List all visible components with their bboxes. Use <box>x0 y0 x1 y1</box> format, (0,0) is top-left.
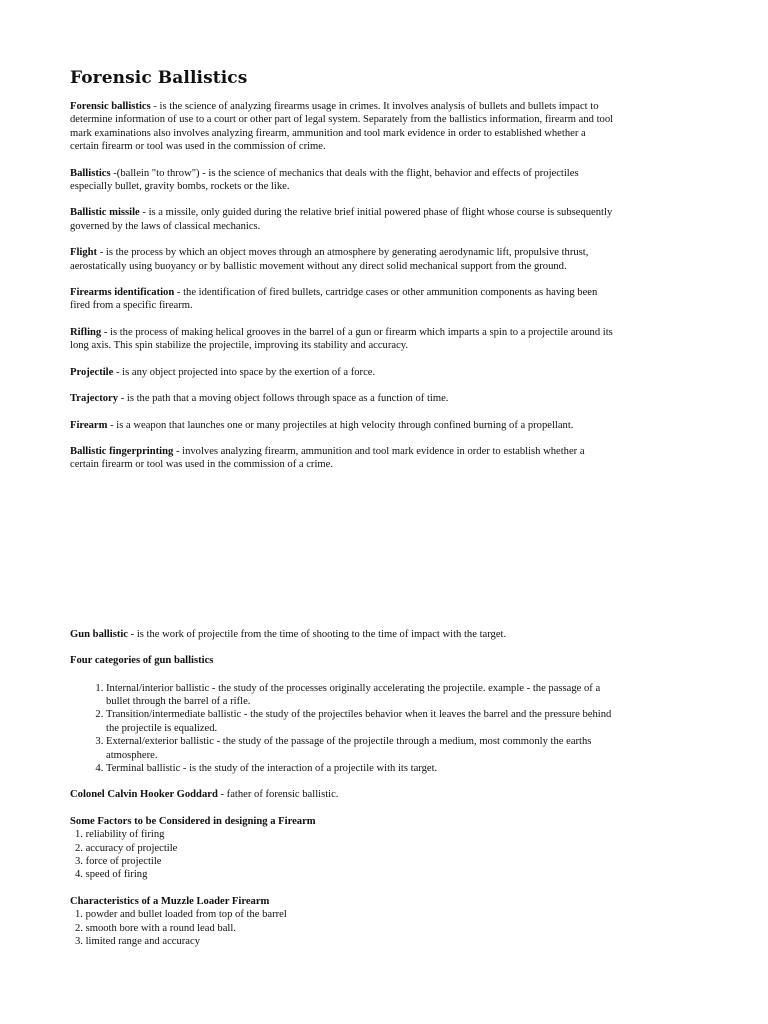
list-item: 3. force of projectile <box>75 856 162 867</box>
definition-forensic-ballistics <box>70 100 615 154</box>
definition-text: - father of forensic ballistic. <box>217 789 339 801</box>
definition-text: - is the work of projectile from the time of shooting to the time of impact with the target. <box>128 628 507 640</box>
list-item: 1. reliability of firing <box>75 829 165 841</box>
list-item: 2. accuracy of projectile <box>75 842 178 854</box>
list-item: 3. External/exterior ballistic - the study of the passage of the projectile through a medium, most commonly the earths atmosphere. <box>106 735 615 762</box>
definition-text: - is the process by which an object moves through an atmosphere by generating aerodynamic lift, propulsive thrust, aerostatically using buoyancy or by ballistic movement without any direct solid mechanical support from the ground. <box>70 247 589 272</box>
definition-projectile <box>70 366 615 379</box>
page-title: Forensic Ballistics <box>70 68 248 88</box>
definition-flight <box>70 246 615 273</box>
definition-text: involves analyzing firearm, ammunition and tool mark evidence in order to establish whether a certain firearm or tool was used in the commission of a crime. <box>70 445 585 471</box>
definition-text: - is a missile, only guided during the relative brief initial powered phase of flight whose course is subsequently governed by the laws of classical mechanics. <box>70 207 613 232</box>
definition-text: - the identification of fired bullets, cartridge cases or other ammunition components as having been fired from a specific firearm. <box>70 287 598 312</box>
definition-text: -(ballein "to throw") - is the science of mechanics that deals with the flight, behavior and effects of projectiles especially bullet, gravity bombs, rockets or the like. <box>70 167 579 193</box>
muzzle-loader-section <box>70 895 615 949</box>
categories-list <box>70 682 615 776</box>
term: Gun ballistic <box>70 628 128 640</box>
definition-ballistics <box>70 167 615 194</box>
muzzle-heading: Characteristics of a Muzzle Loader Firearm <box>70 895 270 907</box>
term: Rifling <box>70 326 102 338</box>
list-item: 3. limited range and accuracy <box>75 936 201 948</box>
term: Firearm <box>70 419 108 431</box>
factors-heading: Some Factors to be Considered in designing a Firearm <box>70 815 316 827</box>
categories-heading: Four categories of gun ballistics <box>70 655 214 667</box>
definition-firearm <box>70 419 615 432</box>
document-page <box>70 68 615 961</box>
definition-goddard <box>70 788 615 801</box>
term: Trajectory <box>70 393 119 405</box>
list-item: 2. smooth bore with a round lead ball. <box>75 922 236 934</box>
term: Firearms identification <box>70 287 175 299</box>
definition-text: - is the science of analyzing firearms usage in crimes. It involves analysis of bullets and bullets impact to determine information of use to a court or other part of legal system. Separately from the ballistics information, firearm and tool mark examinations also involves analyzing firearm, ammunition and tool mark evidence in order to established whether a certain firearm or tool was used in the commission of crime. <box>70 101 614 153</box>
term: Ballistic fingerprinting <box>70 445 174 457</box>
definition-text: - is any object projected into space by the exertion of a force. <box>113 366 376 378</box>
definition-text: - is the path that a moving object follows through space as a function of time. <box>118 393 449 405</box>
definition-trajectory <box>70 392 615 405</box>
term: Flight <box>70 247 98 259</box>
definition-gun-ballistic <box>70 628 615 641</box>
list-item: 1. powder and bullet loaded from top of the barrel <box>75 909 287 921</box>
term: Projectile <box>70 366 114 378</box>
definition-rifling <box>70 326 615 353</box>
list-item: 2. Transition/intermediate ballistic - the study of the projectiles behavior when it leaves the barrel and the pressure behind the projectile is equalized. <box>106 708 615 735</box>
list-item: 4. speed of firing <box>75 869 148 881</box>
term: Forensic ballistics <box>70 101 151 112</box>
term: Ballistic missile <box>70 207 140 219</box>
definition-text: - is the process of making helical grooves in the barrel of a gun or firearm which imparts a spin to a projectile around its long axis. This spin stabilize the projectile, improving its stability and accuracy. <box>70 326 613 352</box>
definition-firearms-identification <box>70 286 615 313</box>
term: Ballistics <box>70 167 111 179</box>
definition-ballistic-missile <box>70 206 615 233</box>
term: Colonel Calvin Hooker Goddard <box>70 789 218 801</box>
list-item: 1. Internal/interior ballistic - the study of the processes originally accelerating the projectile. example - the passage of a bullet through the barrel of a rifle. <box>106 682 615 709</box>
factors-section <box>70 815 615 882</box>
definition-ballistic-fingerprinting: Ballistic fingerprinting - involves analyzing firearm, ammunition and tool mark evidence in order to establish whether a certain firearm or tool was used in the commission of a crime. <box>70 445 585 471</box>
blank-space <box>70 485 615 628</box>
list-item: 4. Terminal ballistic - is the study of the interaction of a projectile with its target. <box>106 762 615 775</box>
definition-text: - is a weapon that launches one or many projectiles at high velocity through confined burning of a propellant. <box>107 419 574 431</box>
